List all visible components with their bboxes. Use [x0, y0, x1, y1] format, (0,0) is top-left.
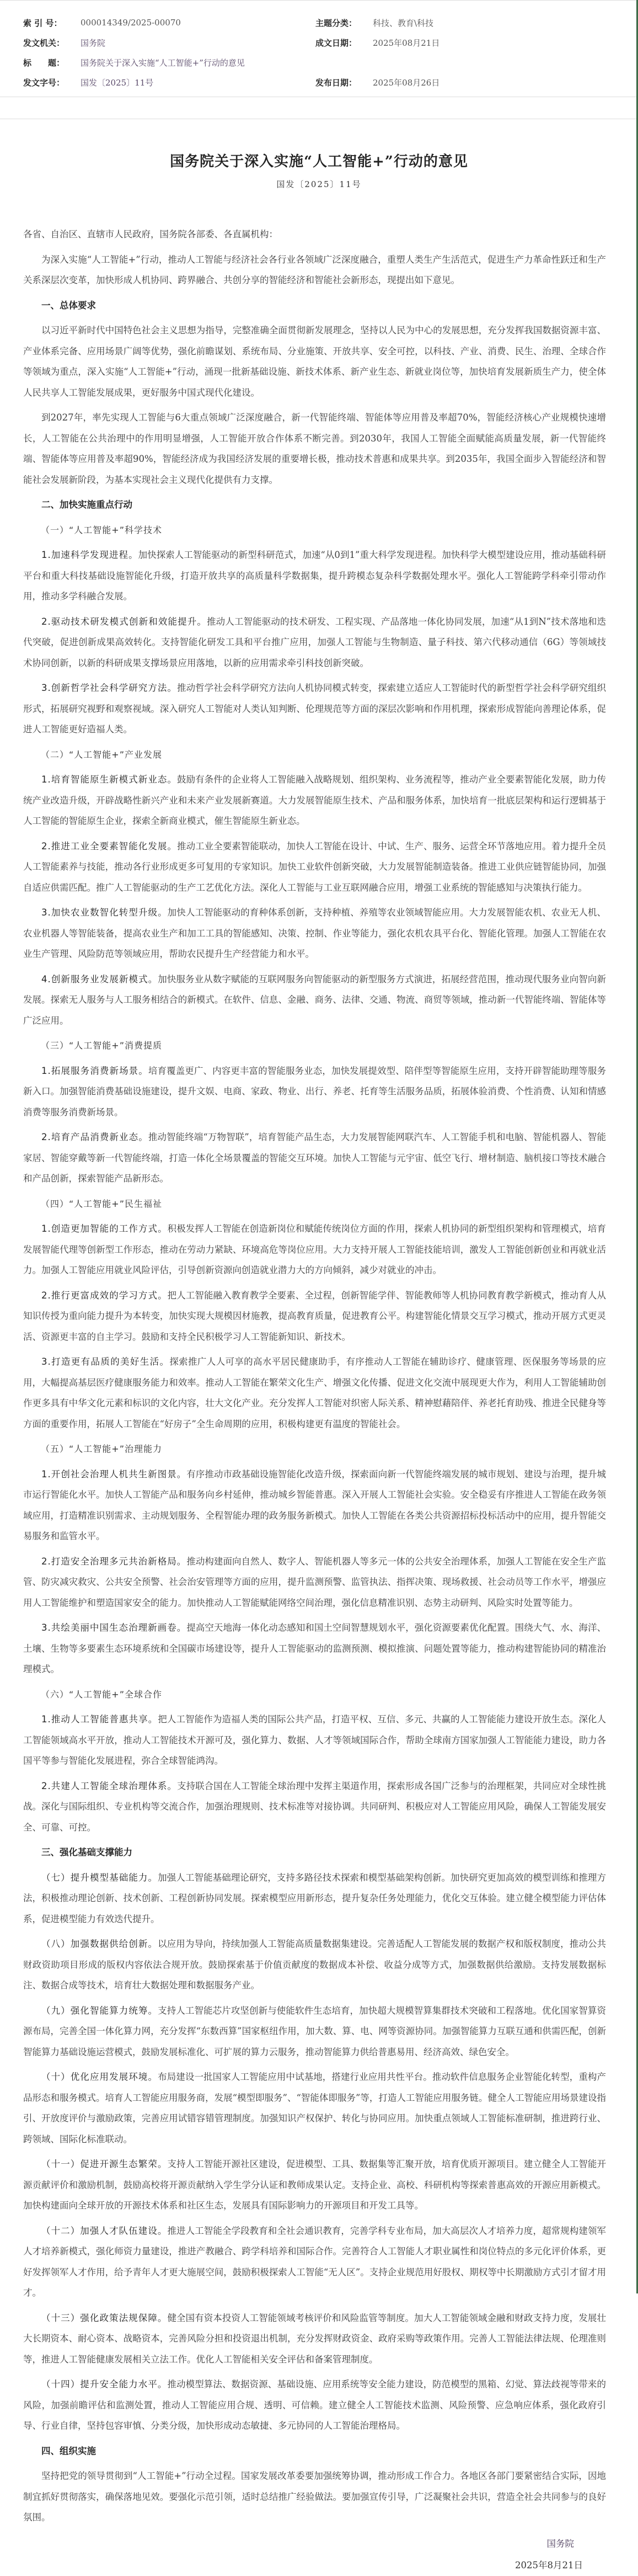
index-value: 000014349/2025-00070	[81, 18, 181, 28]
item-lead: （九）强化智能算力统筹。	[41, 2005, 158, 2016]
item-lead: 2.共建人工智能全球治理体系。	[41, 1780, 178, 1791]
item-text: 加快探索人工智能驱动的新型科研范式，加速“从0到1”重大科学发现进程。加快科学大模型建设应用，推动基础科研平台和重大科技基础设施智能化升级，打造开放共享的高质量科学数据集，提升跨模态复杂科学数据处理水平。强化人工智能跨学科牵引带动作用，推动多学科融合发展。	[23, 550, 606, 602]
addressee: 各省、自治区、直辖市人民政府，国务院各部委、各直属机构：	[23, 229, 278, 239]
document-number: 国发〔2025〕11号	[276, 179, 362, 189]
meta-cell-docno	[23, 77, 315, 88]
signature-date: 2025年8月21日	[515, 2560, 583, 2570]
section-heading-4: 四、组织实施	[41, 2445, 96, 2456]
category-value: 科技、教育\科技	[373, 18, 434, 28]
section-heading-2: 二、加快实施重点行动	[41, 499, 132, 510]
list-item	[23, 2221, 606, 2303]
item-text: 支持人工智能开源社区建设，促进模型、工具、数据集等汇聚开放，培育优质开源项目。建立健全人工智能开源贡献评价和激励机制，鼓励高校将开源贡献纳入学生学分认证和教师成果认定。支持企业、高校、科研机构等探索普惠高效的开源应用新模式。加快构建面向全球开放的开源技术体系和社区生态，发展具有国际影响力的开源项目和开发工具等。	[23, 2159, 607, 2211]
list-item	[23, 769, 606, 832]
item-lead: 1.培育智能原生新模式新业态。	[41, 774, 178, 785]
list-item	[23, 969, 606, 1031]
divider-band	[0, 97, 636, 119]
item-text: 提高空天地海一体化动态感知和国土空间智慧规划水平，强化资源要素优化配置。围绕大气、水、海洋、土壤、生物等多要素生态环境系统和全国碳市场建设等，提升人工智能驱动的监测预测、模拟推演、问题处置等能力，推动构建智能协同的精准治理模式。	[23, 1622, 607, 1674]
list-item	[23, 2374, 606, 2436]
item-lead: 3.加快农业数智化转型升级。	[41, 907, 168, 918]
item-text: 推动人工智能驱动的技术研发、工程实现、产品落地一体化协同发展，加速“从1到N”技术落地和迭代突破，促进创新成果高效转化。支持智能化研发工具和平台推广应用，加强人工智能与生物制造、量子科技、第六代移动通信（6G）等领域技术协同创新，以新的科研成果支撑场景应用落地，以新的应用需求牵引科技创新突破。	[23, 616, 606, 668]
item-text: 以应用为导向，持续加强人工智能高质量数据集建设。完善适配人工智能发展的数据产权和版权制度，推动公共财政资助项目形成的版权内容依法合规开放。鼓励探索基于价值贡献度的数据成本补偿、收益分成等方式，加强数据供给激励。支持发展数据标注、数据合成等技术，培育壮大数据处理和数据服务产业。	[23, 1939, 607, 1990]
item-text: 有序推动市政基础设施智能化改造升级，探索面向新一代智能终端发展的城市规划、建设与治理，提升城市运行智能化水平。加快人工智能产品和服务向乡村延伸，推动城乡智能普惠。深入开展人工智能社会实验。安全稳妥有序推进人工智能在政务领域应用，打造精准识别需求、主动规划服务、全程智能办理的政务服务新模式。加快人工智能在各类公共资源招标投标活动中的应用，提升智能交易服务和监管水平。	[23, 1468, 607, 1541]
subsection-heading: （六）“人工智能+”全球合作	[41, 1689, 162, 1700]
doc-no-value: 国发〔2025〕11号	[81, 77, 154, 88]
list-item	[23, 1127, 606, 1189]
paragraph: 到2027年，率先实现人工智能与6大重点领域广泛深度融合，新一代智能终端、智能体等应用普及率超70%，智能经济核心产业规模快速增长，人工智能在公共治理中的作用明显增强，人工智能开放合作体系不断完善。到2030年，我国人工智能全面赋能高质量发展，新一代智能终端、智能体等应用普及率超90%，智能经济成为我国经济发展的重要增长极，推动技术普惠和成果共享。到2035年，我国全面步入智能经济和智能社会发展新阶段，为基本实现社会主义现代化提供有力支撑。	[23, 412, 606, 485]
item-lead: （七）提升模型基础能力。	[41, 1872, 158, 1883]
publish-date-value: 2025年08月26日	[373, 77, 440, 88]
item-text: 探索推广人人可享的高水平居民健康助手，有序推动人工智能在辅助诊疗、健康管理、医保服务等场景的应用，大幅提高基层医疗健康服务能力和效率。推动人工智能在繁荣文化生产、增强文化传播、促进文化交流中展现更大作为，利用人工智能辅助创作更多具有中华文化元素和标识的文化内容，壮大文化产业。充分发挥人工智能对织密人际关系、精神慰藉陪伴、养老托育助残、推进全民健身等方面的重要作用，拓展人工智能在“好房子”全生命周期的应用，积极构建更有温度的智能社会。	[23, 1356, 607, 1429]
document-title: 国务院关于深入实施“人工智能+”行动的意见	[170, 153, 468, 170]
document-body	[0, 190, 638, 2528]
item-lead: 1.加速科学发现进程。	[41, 550, 138, 560]
list-item	[23, 2308, 606, 2370]
category-label: 主题分类：	[315, 18, 357, 28]
meta-row-title	[23, 52, 613, 72]
item-text: 推动工业全要素智能联动，加快人工智能在设计、中试、生产、服务、运营全环节落地应用。着力提升全员人工智能素养与技能，推动各行业形成更多可复用的专家知识。加快工业软件创新突破，大力发展智能制造装备。推进工业供应链智能协同，加强自适应供需匹配。推广人工智能驱动的生产工艺优化方法。深化人工智能与工业互联网融合应用，增强工业系统的智能感知与决策执行能力。	[23, 840, 607, 893]
list-item	[23, 1709, 606, 1771]
metadata-table	[0, 0, 636, 97]
item-text: 鼓励有条件的企业将人工智能融入战略规划、组织架构、业务流程等，推动产业全要素智能化发展，助力传统产业改造升级，开辟战略性新兴产业和未来产业发展新赛道。大力发展智能原生技术、产品和服务体系，加快培育一批底层架构和运行逻辑基于人工智能的智能原生企业，探索全新商业模式，催生智能原生新业态。	[23, 774, 607, 826]
item-text: 加强人工智能基础理论研究，支持多路径技术探索和模型基础架构创新。加快研究更加高效的模型训练和推理方法，积极推动理论创新、技术创新、工程创新协同发展。探索模型应用新形态，提升复杂任务处理能力，优化交互体验。建立健全模型能力评估体系，促进模型能力有效迭代提升。	[23, 1872, 607, 1924]
list-item	[23, 1617, 606, 1680]
item-lead: （十三）强化政策法规保障。	[41, 2312, 168, 2323]
item-lead: 3.创新哲学社会科学研究方法。	[41, 683, 178, 693]
item-lead: 3.打造更有品质的美好生活。	[41, 1356, 170, 1367]
meta-cell-category	[315, 17, 608, 29]
meta-cell-issuer	[23, 37, 315, 49]
title-value: 国务院关于深入实施“人工智能+”行动的意见	[81, 57, 245, 68]
item-text: 支持联合国在人工智能全球治理中发挥主渠道作用，探索形成各国广泛参与的治理框架，共同应对全球性挑战。深化与国际组织、专业机构等交流合作，加强治理规则、技术标准等对接协调。共同研判、积极应对人工智能应用风险，确保人工智能发展安全、可靠、可控。	[23, 1780, 607, 1833]
list-item	[23, 836, 606, 898]
list-item	[23, 1776, 606, 1838]
list-item	[23, 1934, 606, 1996]
item-text: 推进人工智能全学段教育和全社会通识教育，完善学科专业布局，加大高层次人才培养力度，超常规构建领军人才培养新模式，强化师资力量建设，推进产教融合、跨学科培养和国际合作。完善符合人工智能人才职业属性和岗位特点的多元化评价体系，更好发挥领军人才作用，给予青年人才更大施展空间，鼓励积极探索人工智能“无人区”。支持企业规范用好股权、期权等中长期激励方式引才留才用才。	[23, 2225, 607, 2298]
item-text: 把人工智能作为造福人类的国际公共产品，打造平权、互信、多元、共赢的人工智能能力建设开放生态。深化人工智能领域高水平开放，推动人工智能技术开源可及，强化算力、数据、人才等领域国际合作，帮助全球南方国家加强人工智能能力建设，助力各国平等参与智能化发展进程，弥合全球智能鸿沟。	[23, 1714, 606, 1766]
item-lead: （十二）加强人才队伍建设。	[41, 2225, 168, 2236]
list-item	[23, 902, 606, 965]
intro-paragraph: 为深入实施“人工智能+”行动，推动人工智能与经济社会各行业各领域广泛深度融合，重塑人类生产生活范式，促进生产力革命性跃迁和生产关系深层次变革，加快形成人机协同、跨界融合、共创分享的智能经济和智能社会新形态，现提出如下意见。	[23, 254, 606, 285]
subsection-heading: （三）“人工智能+”消费提质	[41, 1040, 162, 1051]
written-date-value: 2025年08月21日	[373, 38, 440, 48]
list-item	[23, 1218, 606, 1281]
item-lead: 2.推进工业全要素智能化发展。	[41, 840, 178, 851]
list-item	[23, 545, 606, 607]
issuer-label: 发文机关：	[23, 38, 65, 48]
publish-date-label: 发布日期：	[315, 77, 357, 88]
item-lead: （十四）提升安全能力水平。	[41, 2379, 168, 2389]
item-lead: 1.开创社会治理人机共生新图景。	[41, 1468, 187, 1479]
meta-row-docno	[23, 72, 613, 92]
item-lead: 4.创新服务业发展新模式。	[41, 973, 158, 984]
list-item	[23, 1867, 606, 1930]
item-text: 把人工智能融入教育教学全要素、全过程，创新智能学伴、智能教师等人机协同教育教学新模式，推动育人从知识传授为重向能力提升为本转变，加快实现大规模因材施教，提高教育质量，促进教育公平。构建智能化情景交互学习模式，推动开展方式更灵活、资源更丰富的自主学习。鼓励和支持全民积极学习人工智能新知识、新技术。	[23, 1290, 607, 1342]
meta-cell-publish-date	[315, 77, 608, 88]
list-item	[23, 611, 606, 674]
item-lead: 2.推行更富成效的学习方式。	[41, 1290, 168, 1301]
item-lead: 1.创造更加智能的工作方式。	[41, 1223, 168, 1234]
list-item	[23, 678, 606, 740]
meta-row-index	[23, 13, 613, 33]
list-item	[23, 1351, 606, 1434]
list-item	[23, 2067, 606, 2149]
meta-cell-title	[23, 57, 245, 68]
written-date-label: 成文日期：	[315, 38, 357, 48]
item-lead: （八）加强数据供给创新。	[41, 1939, 158, 1949]
item-lead: （十一）促进开源生态繁荣。	[41, 2159, 168, 2169]
item-text: 推动智能终端“万物智联”，培育智能产品生态，大力发展智能网联汽车、人工智能手机和电脑、智能机器人、智能家居、智能穿戴等新一代智能终端，打造一体化全场景覆盖的智能交互环境。加快人工智能与元宇宙、低空飞行、增材制造、脑机接口等技术融合和产品创新，探索智能产品新形态。	[23, 1132, 606, 1184]
paragraph: 以习近平新时代中国特色社会主义思想为指导，完整准确全面贯彻新发展理念，坚持以人民为中心的发展思想，充分发挥我国数据资源丰富、产业体系完备、应用场景广阔等优势，强化前瞻谋划、系统布局、分业施策、开放共享、安全可控，以科技、产业、消费、民生、治理、全球合作等领域为重点，深入实施“人工智能+”行动，涌现一批新基础设施、新技术体系、新产业生态、新就业岗位等，加快培育发展新质生产力，使全体人民共享人工智能发展成果，更好服务中国式现代化建设。	[23, 325, 606, 398]
list-item	[23, 1061, 606, 1123]
item-text: 加快人工智能驱动的育种体系创新，支持种植、养殖等农业领域智能应用。大力发展智能农机、农业无人机、农业机器人等智能装备，提高农业生产和加工工具的智能感知、决策、控制、作业等能力，强化农机农具平台化、智能化管理。加强人工智能在农业生产管理、风险防范等领域应用，帮助农民提升生产经营能力和水平。	[23, 907, 607, 959]
title-label: 标 题：	[23, 57, 65, 68]
list-item	[23, 1551, 606, 1614]
item-text: 推动模型算法、数据资源、基础设施、应用系统等安全能力建设，防范模型的黑箱、幻觉、算法歧视等带来的风险，加强前瞻评估和监测处置，推动人工智能应用合规、透明、可信赖。建立健全人工智能技术监测、风险预警、应急响应体系，强化政府引导、行业自律，坚持包容审慎、分类分级，加快形成动态敏捷、多元协同的人工智能治理格局。	[23, 2379, 607, 2431]
item-text: 积极发挥人工智能在创造新岗位和赋能传统岗位方面的作用，探索人机协同的新型组织架构和管理模式，培育发展智能代理等创新型工作形态，推动在劳动力紧缺、环境高危等岗位应用。大力支持开展人工智能技能培训，激发人工智能创新创业和再就业活力。加强人工智能应用就业风险评估，引导创新资源向创造就业潜力大的方向倾斜，减少对就业的冲击。	[23, 1223, 607, 1275]
subsection-heading: （五）“人工智能+”治理能力	[41, 1444, 162, 1454]
item-text: 布局建设一批国家人工智能应用中试基地，搭建行业应用共性平台。推动软件信息服务企业智能化转型，重构产品形态和服务模式。培育人工智能应用服务商，发展“模型即服务”、“智能体即服务”等，打造人工智能应用服务链。健全人工智能应用场景建设指引、开放度评价与激励政策，完善应用试错容错管理制度。加强知识产权保护、转化与协同应用。加快重点领域人工智能标准研制，推进跨行业、跨领域、国际化标准联动。	[23, 2072, 607, 2144]
signature-org: 国务院	[546, 2538, 574, 2549]
list-item	[23, 1464, 606, 1547]
issuer-value: 国务院	[81, 38, 106, 48]
item-lead: 2.打造安全治理多元共治新格局。	[41, 1556, 187, 1567]
item-lead: 1.拓展服务消费新场景。	[41, 1065, 148, 1076]
item-lead: 1.推动人工智能普惠共享。	[41, 1714, 158, 1725]
item-lead: 2.驱动技术研发模式创新和效能提升。	[41, 616, 207, 627]
subsection-heading: （一）“人工智能+”科学技术	[41, 524, 162, 535]
list-item	[23, 2154, 606, 2216]
section-heading-1: 一、总体要求	[41, 300, 96, 311]
doc-no-label: 发文字号：	[23, 77, 65, 88]
signature-block	[0, 2534, 638, 2576]
item-text: 推动构建面向自然人、数字人、智能机器人等多元一体的公共安全治理体系，加强人工智能在安全生产监管、防灾减灾救灾、公共安全预警、社会治安管理等方面的应用，提升监测预警、监管执法、指挥决策、现场救援、社会动员等工作水平，增强应用人工智能维护和塑造国家安全的能力。加快推动人工智能赋能网络空间治理，强化信息精准识别、态势主动研判、风险实时处置等能力。	[23, 1556, 607, 1608]
item-text: 推动哲学社会科学研究方法向人机协同模式转变，探索建立适应人工智能时代的新型哲学社会科学研究组织形式，拓展研究视野和观察视域。深入研究人工智能对人类认知判断、伦理规范等方面的深层次影响和作用机理，探索形成智能向善理论体系，促进人工智能更好造福人类。	[23, 683, 607, 735]
item-text: 健全国有资本投资人工智能领域考核评价和风险监管等制度。加大人工智能领域金融和财政支持力度，发展壮大长期资本、耐心资本、战略资本，完善风险分担和投资退出机制，充分发挥财政资金、政府采购等政策作用。完善人工智能法律法规、伦理准则等，推进人工智能健康发展相关立法工作。优化人工智能相关安全评估和备案管理制度。	[23, 2312, 607, 2365]
paragraph: 坚持把党的领导贯彻到“人工智能+”行动全过程。国家发展改革委要加强统筹协调，推动形成工作合力。各地区各部门要紧密结合实际，因地制宜抓好贯彻落实，确保落地见效。要强化示范引领，适时总结推广经验做法。要加强宣传引导，广泛凝聚社会共识，营造全社会共同参与的良好氛围。	[23, 2471, 606, 2522]
list-item	[23, 2000, 606, 2063]
item-text: 培育覆盖更广、内容更丰富的智能服务业态，加快发展提效型、陪伴型等智能原生应用，支持开辟智能助理等服务新入口。加强智能消费基础设施建设，提升文娱、电商、家政、物业、出行、养老、托育等生活服务品质，拓展体验消费、个性消费、认知和情感消费等服务消费新场景。	[23, 1065, 606, 1117]
meta-cell-written-date	[315, 37, 608, 49]
meta-row-issuer	[23, 33, 613, 52]
item-text: 加快服务业从数字赋能的互联网服务向智能驱动的新型服务方式演进，拓展经营范围，推动现代服务业向智向新发展。探索无人服务与人工服务相结合的新模式。在软件、信息、金融、商务、法律、交通、物流、商贸等领域，推动新一代智能终端、智能体等广泛应用。	[23, 973, 606, 1026]
item-lead: （十）优化应用发展环境。	[41, 2072, 158, 2082]
section-heading-3: 三、强化基础支撑能力	[41, 1847, 132, 1858]
item-lead: 3.共绘美丽中国生态治理新画卷。	[41, 1622, 187, 1633]
index-label: 索 引 号：	[23, 18, 62, 28]
subsection-heading: （四）“人工智能+”民生福祉	[41, 1198, 162, 1209]
subsection-heading: （二）“人工智能+”产业发展	[41, 749, 162, 760]
meta-cell-index	[23, 17, 315, 29]
list-item	[23, 1285, 606, 1348]
item-text: 支持人工智能芯片攻坚创新与使能软件生态培育，加快超大规模智算集群技术突破和工程落地。优化国家智算资源布局，完善全国一体化算力网，充分发挥“东数西算”国家枢纽作用，加大数、算、电、网等资源协同。加强智能算力互联互通和供需匹配，创新智能算力基础设施运营模式，鼓励发展标准化、可扩展的算力云服务，推动智能算力供给普惠易用、经济高效、绿色安全。	[23, 2005, 607, 2057]
item-lead: 2.培育产品消费新业态。	[41, 1132, 148, 1142]
